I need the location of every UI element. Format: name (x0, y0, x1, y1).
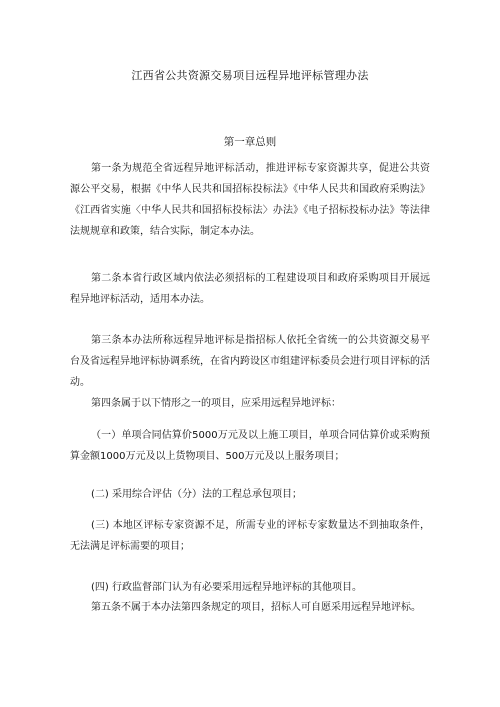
chapter-heading: 第一章总则 (223, 136, 277, 148)
article-2: 第二条本省行政区域内依法必须招标的工程建设项目和政府采购项目开展远程异地评标活动，适用本办法。 (70, 273, 430, 305)
article-5: 第五条不属于本办法第四条规定的项目，招标人可自愿采用远程异地评标。 (91, 602, 421, 613)
article-4: 第四条属于以下情形之一的项目，应采用远程异地评标： (91, 398, 341, 409)
article-3: 第三条本办法所称远程异地评标是指招标人依托全省统一的公共资源交易平台及省远程异地评标协调系统，在省内跨设区市组建评标委员会进行项目评标的活动。 (70, 335, 430, 388)
document-title: 江西省公共资源交易项目远程异地评标管理办法 (131, 69, 369, 82)
article-4-item-2: (二) 采用综合评估（分）法的工程总承包项目； (91, 489, 302, 500)
article-1: 第一条为规范全省远程异地评标活动，推进评标专家资源共享，促进公共资源公平交易，根据《中华人民共和国招标投标法》《中华人民共和国政府采购法》《江西省实施〈中华人民共和国招标投标法〉办法》《电子招标投标办法》等法律法规规章和政策，结合实际，制定本办法。 (70, 163, 430, 237)
article-4-item-4: (四) 行政监督部门认为有必要采用远程异地评标的其他项目。 (91, 582, 362, 593)
article-4-item-3: (三) 本地区评标专家资源不足，所需专业的评标专家数量达不到抽取条件，无法满足评标需要的项目； (70, 520, 430, 552)
article-4-item-1: （一）单项合同估算价5000万元及以上施工项目，单项合同估算价或采购预算金额1000万元及以上货物项目、500万元及以上服务项目； (70, 430, 430, 462)
